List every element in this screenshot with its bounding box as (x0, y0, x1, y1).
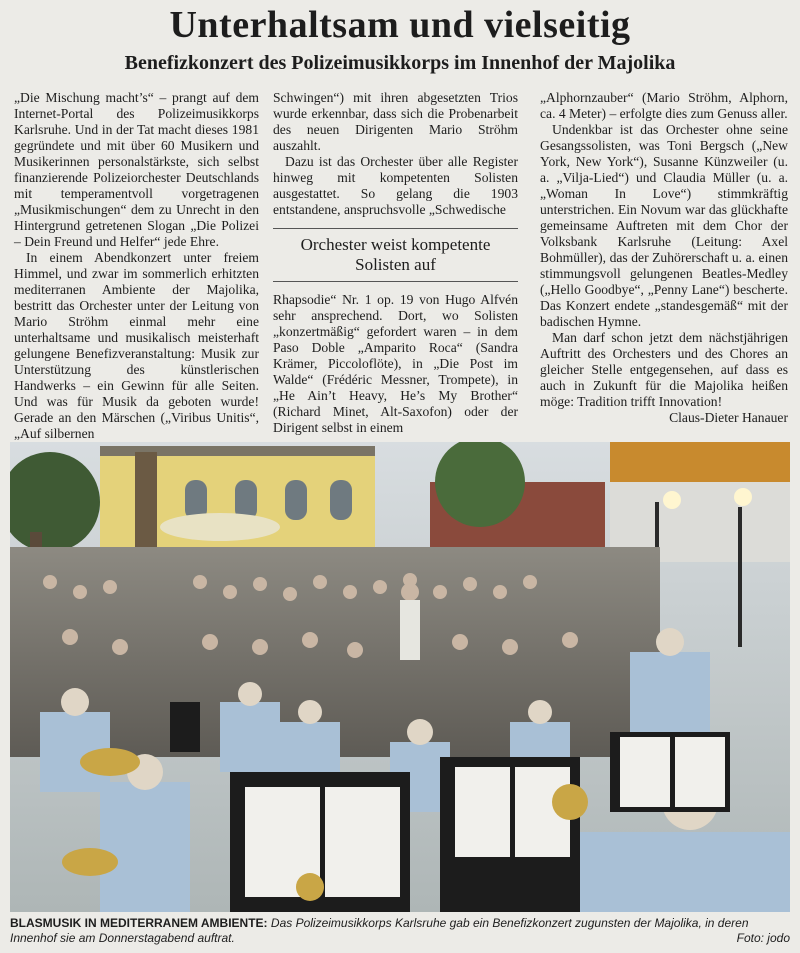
paragraph: Dazu ist das Orchester über alle Register hinweg mit kompetenten Solisten ausgestattet. So gelang die 1903 entstandene, anspruchsvolle „Schwedische (273, 154, 518, 217)
paragraph: In einem Abendkonzert unter freiem Himmel, und zwar im sommerlich erhitzten mediterranen Ambiente der Majolika, bestritt das Orchester unter der Leitung von Mario Ströhm einmal mehr eine unterhaltsame und musikalisch meisterhaft gelungene Benefizveranstaltung: Musik zur Unterstützung des künstlerischen Handwerks – ein Gewinn für alle Seiten. Und was für Musik da geboten wurde! Gerade an den Märschen („Viribus Unitis“, „Auf silbernen (14, 250, 259, 441)
photo-credit: Foto: jodo (736, 931, 790, 945)
article-column-3 (540, 90, 788, 426)
subheadline: Benefizkonzert des Polizeimusikkorps im Innenhof der Majolika (124, 52, 676, 74)
paragraph: „Alphornzauber“ (Mario Ströhm, Alphorn, ca. 4 Meter) – erfolgte dies zum Genuss aller. (540, 90, 788, 121)
caption-text: Das Polizeimusikkorps Karlsruhe gab ein Benefizkonzert zugunsten der Majolika, in deren Innenhof sie am Donnerstagabend auftrat. (10, 916, 749, 945)
paragraph: Schwingen“) mit ihren abgesetzten Trios wurde erkennbar, dass sich die Probenarbeit des neuen Dirigenten Mario Ströhm auszahlt. (273, 90, 518, 153)
paragraph-text: Man darf schon jetzt dem nächstjährigen Auftritt des Orchesters und des Chores an gleicher Stelle entgegensehen, auf dass es auch in Zukunft für die Majolika heißen möge: Tradition trifft Innovation! (540, 330, 788, 409)
article-column-2 (273, 90, 518, 436)
article-column-1 (14, 90, 259, 442)
author-byline: Claus-Dieter Hanauer (669, 410, 788, 425)
intertitle: Orchester weist kompetente Solisten auf (273, 228, 518, 282)
caption-lead: BLASMUSIK IN MEDITERRANEM AMBIENTE: (10, 916, 268, 930)
paragraph: „Die Mischung macht’s“ – prangt auf dem Internet-Portal des Polizeimusikkorps Karlsruhe. Und in der Tat macht dieses 1981 gegründete und mit über 60 Musikern und Musikerinnen personalstärkste, sich selbst finanzierende Polizeiorchester Deutschlands mit temperamentvoll vorgetragenen „Musikmischungen“ dem zu Unrecht in den Hintergrund getretenen Slogan „Die Polizei – Dein Freund und Helfer“ jede Ehre. (14, 90, 259, 249)
paragraph (540, 330, 788, 426)
paragraph: Rhapsodie“ Nr. 1 op. 19 von Hugo Alfvén sehr ansprechend. Dort, wo Solisten „konzertmäßig“ gefordert waren – in dem Paso Doble „Amparito Roca“ (Sandra Krämer, Piccoloflöte), in „Die Post im Walde“ (Frédéric Messner, Trompete), in „He Ain’t Heavy, He’s My Brother“ (Richard Minet, Alt-Saxofon) oder der Dirigent selbst in einem (273, 292, 518, 435)
photo-caption (10, 916, 790, 946)
concert-photo-illustration (10, 442, 790, 912)
headline: Unterhaltsam und vielseitig (169, 4, 631, 46)
concert-photo (10, 442, 790, 912)
paragraph: Undenkbar ist das Orchester ohne seine Gesangssolisten, was Toni Bergsch („New York, New York“), Susanne Künzweiler (u. a. „Vilja-Lied“) und Claudia Müller (u. a. „Woman In Love“) stimmkräftig unterstrichen. Ein Novum war das glückhafte gemeinsame Auftreten mit dem Chor der Volksbank Karlsruhe (Leitung: Axel Bohmüller), das der Zuhörerschaft u. a. einen stimmungsvoll gelungenen Beatles-Medley („Hello Goodbye“, „Penny Lane“) bescherte. Das Konzert endete „standesgemäß“ mit der badischen Hymne. (540, 122, 788, 329)
